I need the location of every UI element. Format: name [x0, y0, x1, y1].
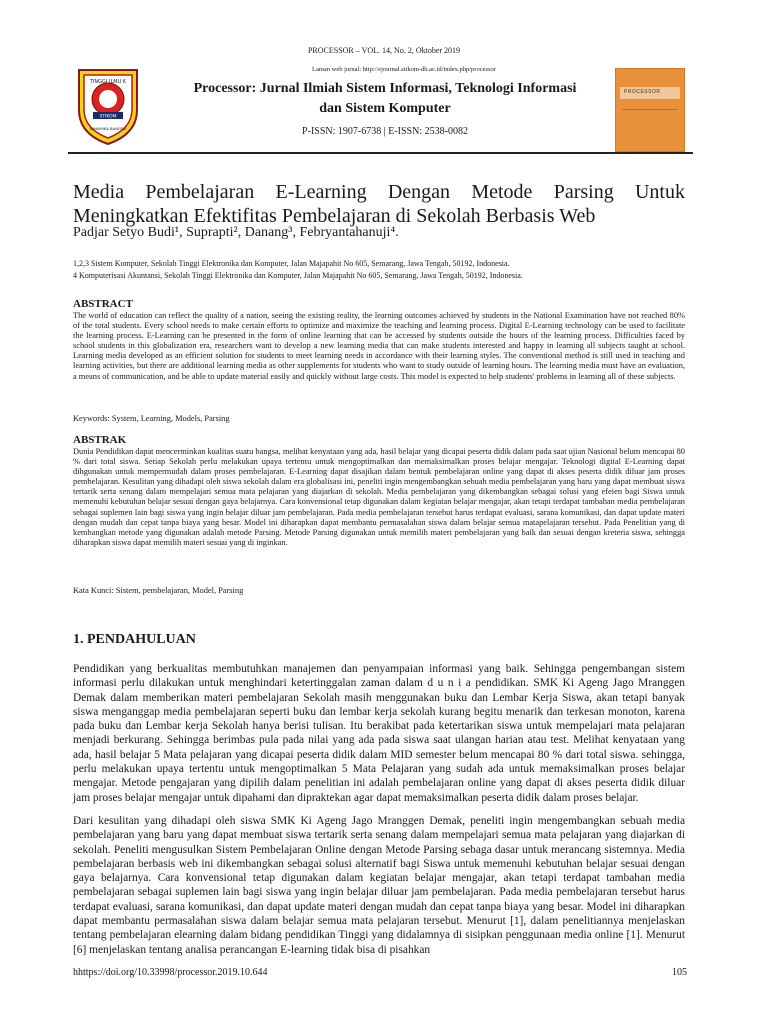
journal-cover-icon [615, 68, 685, 152]
abstract-heading: ABSTRACT [73, 298, 133, 310]
abstract-text: The world of education can reflect the quality of a nation, seeing the existing reality, the learning outcomes achieved by students in the National Examination have not reached 80% of the total students. Every school needs to make certain efforts to optimize and maximize the teaching and learning process. Digital E-Learning technology can be used to facilitate the learning process. E-Learning can be presented in the form of online learning that can be accessed by students outside the hours of the learning process. Difficulties faced by school students in this globalization era, researchers want to develop a new learning media that can make students interested and happy in learning all subjects taught at school. Learning media developed as an efficient solution for students to meet learning needs in accordance with their learning styles. The conventional method is still used in teaching and learning activities, but there are additional learning media as other supplements for students who want to study outside of learning hours. The learning media must have an evaluation, a means of communication, and be able to update material easily and quickly without large costs. This model is expected to help students' problems in learning all of these subjects. [73, 311, 685, 381]
affiliation-1: 1,2,3 Sistem Komputer, Sekolah Tinggi Elektronika dan Komputer, Jalan Majapahit No 605, Semarang, Jawa Tengah, 50192, Indonesia. [73, 259, 510, 268]
abstract-keywords: Keywords: System, Learning, Models, Parsing [73, 414, 230, 423]
logo-text-top: TINGGI ILMU K [89, 79, 127, 85]
abstrak-keywords: Kata Kunci: Sistem, pembelajaran, Model, Parsing [73, 586, 244, 595]
journal-title-line2: dan Sistem Komputer [319, 101, 451, 116]
author-list: Padjar Setyo Budi¹, Suprapti², Danang³, Febryantahanuji⁴. [73, 225, 399, 240]
page-number: 105 [672, 967, 687, 978]
affiliation-2: 4 Komputerisasi Akuntansi, Sekolah Tinggi Elektronika dan Komputer, Jalan Majapahit No 605, Semarang, Jawa Tengah, 50192, Indonesia. [73, 271, 523, 280]
university-seal-icon [73, 66, 143, 146]
logo-text-mid: STIKOM [99, 114, 117, 120]
logo-text-bottom: DINAMIKA BANGSA [89, 126, 127, 131]
abstrak-text: Dunia Pendidikan dapat mencerminkan kualitas suatu bangsa, melihat kenyataan yang ada, hasil belajar yang dicapai peserta didik dalam pada saat ujian Nasional belum mencapai 80 % dari total siswa. Setiap Sekolah perlu melakukan upaya tertentu untuk mengoptimalkan dan memaksimalkan proses belajar mengajar. Teknologi digital E-Learning dapat dihgunakan untuk mempermudah dalam proses pembelajaran. E-Learning dapat disajikan dalam bentuk pembelajaran online yang dapat di akses peserta didik diluar jam proses pembelajaran. Kesulitan yang dihadapi oleh siswa sekolah dalam era globalisasi ini, peneliti ingin mengembangkan sebuah media pembelajaran yang baru yang dapat membuat siswa tertarik serta senang dalam mempelajari semua mata pelajaran yang diajarkan di sekolah. Media pembelajaran yang dikembangkan sebagai solusi yang efeien bagi Siswa untuk memenuhi kebutuhan belajar sesuai dengan gaya belajarnya. Cara konvensional tetap digunakan dalam kegiatan belajar mengajar, akan tetapi terdapat tambahan media pembelajaran sebagai suplemen lain bagi siswa yang ingin belajar diluar jam pembelajaran. Pada media pembelajaran tersebut harus terdapat evaluasi, sarana komunikasi, dan dapat update materi dengan mudah dan cepat tanpa biaya yang besar. Model ini diharapkan dapat membantu permasalahan siswa dalam belajar semua matapelajaran tersebut. Pada Penelitian yang di kembangkan metode yang digunakan adalah metode Parsing. Metode Parsing digunakan untuk memilih materi pembelajaran yang baik dan sesuai dengan kreteria siswa, sehingga diharapkan siswa dapat memilih materi sesuai yang di inginkan. [73, 447, 685, 547]
cover-title: PROCESSOR [624, 89, 661, 95]
abstrak-heading: ABSTRAK [73, 434, 127, 446]
footer-doi-link[interactable]: hhttps://doi.org/10.33998/processor.2019.10.644 [73, 967, 268, 978]
journal-title-line1: Processor: Jurnal Ilmiah Sistem Informasi, Teknologi Informasi [193, 81, 577, 96]
section-heading-pendahuluan: 1. PENDAHULUAN [73, 632, 196, 647]
header-divider [68, 152, 693, 154]
running-header: PROCESSOR – VOL. 14, No. 2, Oktober 2019 [307, 46, 461, 55]
issn-line: P-ISSN: 1907-6738 | E-ISSN: 2538-0082 [302, 126, 468, 137]
intro-paragraph-2: Dari kesulitan yang dihadapi oleh siswa SMK Ki Ageng Jago Mranggen Demak, peneliti ingin mengembangkan sebuah media pembelajaran yang baru yang dapat membuat siswa tertarik serta senang dalam mempelajari semua mata pelajaran yang diajarkan di sekolah. Peneliti mengusulkan Sistem Pembelajaran Online dengan Metode Parsing sebaga dasar untuk merancang sistemnya. Media pembelajaran berbasis web ini dikembangkan sebagai solusi alternatif bagi Siswa untuk memenuhi kebutuhan belajar sesuai dengan gaya belajarnya. Cara konvensional tetap digunakan dalam kegiatan belajar mengajar, akan tetapi terdapat tambahan media pembelajaran sebagai suplemen lain bagi siswa yang ingin belajar diluar jam pembelajaran. Pada media pembelajaran tersebut harus terdapat evaluasi, sarana komunikasi, dan dapat update materi dengan mudah dan cepat tanpa biaya yang besar. Model ini diharapkan dapat membantu permasalahan siswa dalam belajar semua mata pelajaran tersebut. Menurut [1], dalam penelitiannya menjelaskan tentang pembelajaran elearning dalam bidang pendidikan Tinggi yang didalamnya di sisipkan penggunaan media online [1]. Menurut [6] menjelaskan tentang analisa perancangan E-learning tidak bisa di pisahkan [73, 815, 685, 956]
journal-title [150, 79, 620, 119]
journal-website: Laman web jurnal: http://ejournal.stikom-db.ac.id/index.php/processor [312, 66, 496, 73]
intro-paragraph-1: Pendidikan yang berkualitas membutuhkan manajemen dan penyampaian informasi yang baik. Sehingga pengembangan sistem informasi perlu dilakukan untuk menghindari ketertinggalan zaman dalam d u n i a pendidikan. SMK Ki Ageng Jago Mranggen Demak dalam memberikan materi pembelajaran Sekolah masih menggunakan buku dan Lembar Kerja Siswa, akan tetapi banyak siswa menganggap media pembelajaran seperti buku dan lembar kerja sekolah kurang begitu menarik dan terkesan monoton, karena pada buku dan Lembar kerja Sekolah hanya berisi tulisan. Itu berakibat pada ketertarikan siswa untuk mempelajari mata pelajaran menjadi berkurang. Sehingga berimbas pula pada nilai yang ada pada siswa saat ulangan harian atau test. Melihat kenyataan yang ada, hasil belajar 5 Mata pelajaran yang dicapai peserta didik dalam MID semester belum mencapai 80 % dari total siswa. sehingga, perlu melakukan upaya tertentu untuk mengoptimalkan 5 Mata Pelajaran yang sudah ada untuk memaksimalkan proses belajar mengajar. Metode pengajaran yang dipilih dalam penelitian ini adalah pembelajaran online yang dapat di akses peserta didik diluar jam proses belajar mengajar untuk dipahami dan dipraktekan agar dapat memaksimalkan peserta didik dalam proses belajar. [73, 663, 685, 804]
article-title: Media Pembelajaran E-Learning Dengan Metode Parsing Untuk Meningkatkan Efektifitas Pembelajaran di Sekolah Berbasis Web [73, 181, 685, 227]
